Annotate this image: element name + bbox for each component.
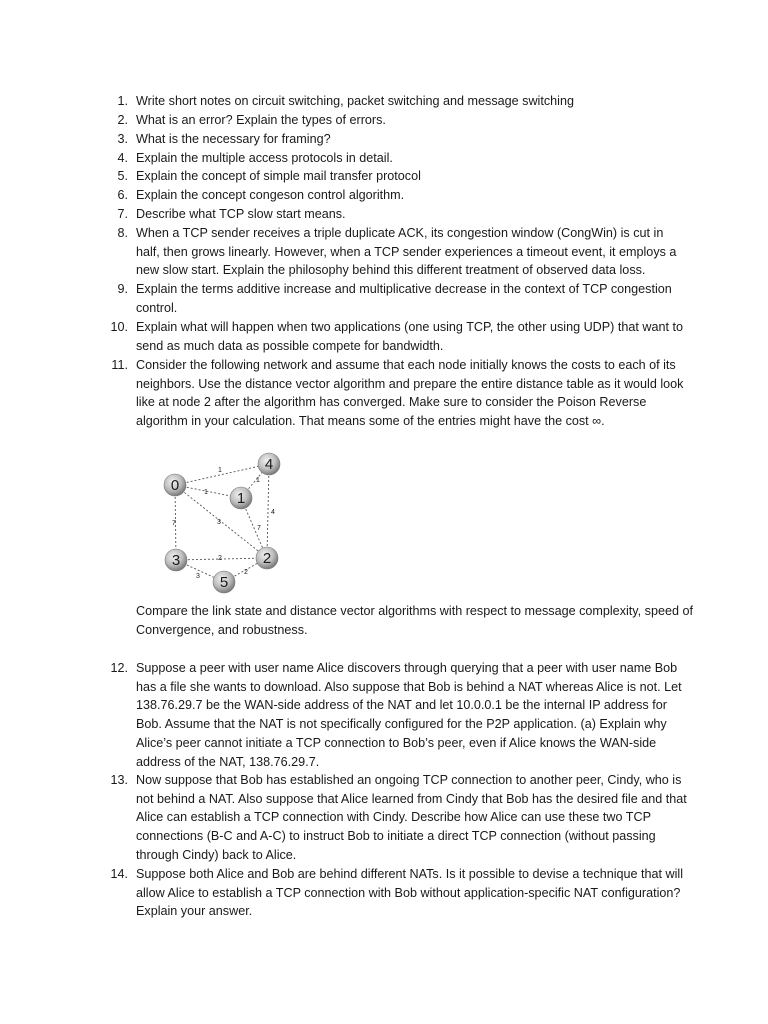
network-node-1 — [230, 487, 252, 509]
question-text: Suppose both Alice and Bob are behind different NATs. Is it possible to devise a technique that will allow Alice to establish a TCP connection with Bob without application-specific NAT configuration? Explain your answer. — [136, 867, 684, 919]
node-label: 1 — [236, 490, 246, 507]
question-number: 7. — [117, 207, 128, 221]
question-10 — [100, 318, 690, 355]
edge-4-2 — [267, 464, 269, 558]
question-number: 5. — [117, 169, 128, 183]
node-label: 0 — [170, 477, 180, 494]
edge-label-4-2: 4 — [271, 509, 275, 516]
question-4 — [100, 149, 690, 168]
network-diagram — [150, 448, 290, 598]
question-11 — [100, 356, 690, 431]
question-1 — [100, 92, 690, 111]
compare-paragraph: Compare the link state and distance vector algorithms with respect to message complexity, speed of Convergence, and robustness. — [136, 604, 693, 638]
question-number: 1. — [117, 94, 128, 108]
edge-0-2 — [175, 485, 267, 558]
question-12 — [100, 659, 690, 771]
question-text: Describe what TCP slow start means. — [136, 207, 346, 221]
edge-label-3-5: 3 — [196, 573, 200, 580]
network-node-0 — [164, 474, 186, 496]
question-2 — [100, 111, 690, 130]
question-9 — [100, 280, 690, 317]
node-label: 3 — [171, 552, 181, 569]
question-text: Explain the multiple access protocols in detail. — [136, 151, 393, 165]
question-number: 6. — [117, 188, 128, 202]
question-number: 10. — [110, 320, 128, 334]
question-text: Explain the concept congeson control algorithm. — [136, 188, 405, 202]
question-text: Explain the concept of simple mail transfer protocol — [136, 169, 421, 183]
node-label: 5 — [219, 574, 229, 591]
edge-label-5-2: 2 — [244, 569, 248, 576]
question-5 — [100, 167, 690, 186]
question-number: 14. — [110, 867, 128, 881]
question-13 — [100, 771, 690, 865]
edge-0-4 — [175, 464, 269, 485]
question-text: Suppose a peer with user name Alice discovers through querying that a peer with user name Bob has a file she wants to download. Also suppose that Bob is behind a NAT whereas Alice is not. Let 138.76.29.7 be the WAN-side address of the NAT and let 10.0.0.1 be the internal IP address for Bob. Assume that the NAT is not specifically configured for the P2P application. (a) Explain why Alice’s peer cannot initiate a TCP connection to Bob’s peer, even if Alice knows the WAN-side address of the NAT, 138.76.29.7. — [136, 661, 682, 769]
question-number: 4. — [117, 151, 128, 165]
question-6 — [100, 186, 690, 205]
network-node-4 — [258, 453, 280, 475]
network-node-2 — [256, 547, 278, 569]
edge-label-1-2: 7 — [257, 525, 261, 532]
node-label: 2 — [262, 550, 272, 567]
question-text: What is the necessary for framing? — [136, 132, 331, 146]
question-text: Consider the following network and assume that each node initially knows the costs to each of its neighbors. Use the distance vector algorithm and prepare the entire distance table as it would look like at node 2 after the algorithm has converged. Make sure to consider the Poison Reverse algorithm in your calculation. That means some of the entries might have the cost ∞. — [136, 358, 684, 429]
question-14 — [100, 865, 690, 921]
edge-label-0-2: 3 — [217, 519, 221, 526]
edge-label-0-1: 1 — [204, 489, 208, 496]
question-number: 12. — [110, 661, 128, 675]
question-text: Explain the terms additive increase and multiplicative decrease in the context of TCP congestion control. — [136, 282, 672, 315]
question-text: Write short notes on circuit switching, packet switching and message switching — [136, 94, 574, 108]
question-number: 13. — [110, 773, 128, 787]
question-number: 11. — [111, 358, 128, 372]
question-text: When a TCP sender receives a triple duplicate ACK, its congestion window (CongWin) is cut in half, then grows linearly. However, when a TCP sender experiences a timeout event, it employs a new slow start. Explain the philosophy behind this different treatment of observed data loss. — [136, 226, 677, 278]
question-text: Explain what will happen when two applications (one using TCP, the other using UDP) that want to send as much data as possible compete for bandwidth. — [136, 320, 683, 353]
node-label: 4 — [264, 456, 274, 473]
question-number: 2. — [117, 113, 128, 127]
question-text: Now suppose that Bob has established an ongoing TCP connection to another peer, Cindy, who is not behind a NAT. Also suppose that Alice learned from Cindy that Bob has the desired file and that Alice can establish a TCP connection with Cindy. Describe how Alice can use these two TCP connections (B-C and A-C) to instruct Bob to initiate a direct TCP connection (without passing through Cindy) back to Alice. — [136, 773, 687, 862]
question-number: 9. — [117, 282, 128, 296]
network-edges — [175, 464, 272, 582]
question-number: 8. — [117, 226, 128, 240]
question-8 — [100, 224, 690, 280]
edge-label-1-4: 1 — [256, 477, 260, 484]
question-3 — [100, 130, 690, 149]
network-node-3 — [165, 549, 187, 571]
edge-label-0-3: 7 — [172, 520, 176, 527]
edge-label-3-2: 2 — [218, 555, 222, 562]
question-text: What is an error? Explain the types of errors. — [136, 113, 386, 127]
question-7 — [100, 205, 690, 224]
question-number: 3. — [117, 132, 128, 146]
network-node-5 — [213, 571, 235, 593]
edge-label-0-4: 1 — [218, 467, 222, 474]
